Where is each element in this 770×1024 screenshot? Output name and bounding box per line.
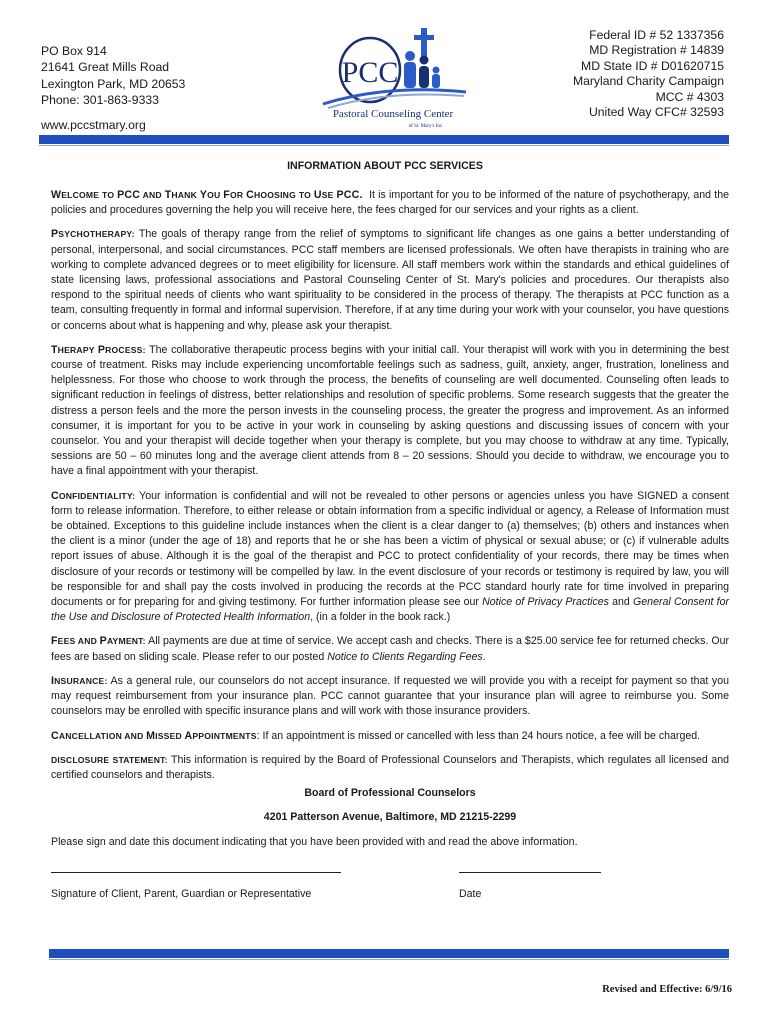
signature-label: Signature of Client, Parent, Guardian or Representative bbox=[51, 888, 312, 900]
section-heading: WELCOME TO PCC AND THANK YOU FOR CHOOSING TO USE PCC. bbox=[51, 189, 363, 201]
pcc-logo-graphic bbox=[318, 26, 468, 130]
section-heading: PSYCHOTHERAPY: bbox=[51, 228, 135, 241]
document-title: INFORMATION ABOUT PCC SERVICES bbox=[287, 160, 483, 172]
section-text: The goals of therapy range from the relief of symptoms to significant life changes as one gains a better understanding of personal, interpersonal, and social circumstances. PCC staff members are licensed professionals. We often have therapists in training who are working to complete advanced degrees or to meet eligibility for licensure. All staff members work within the standards and ethical guidelines of state licensing laws, professional associations and Pastoral Counseling Center of St. Mary's policies and procedures. Our therapists also respond to the spiritual needs of clients who want spirituality to be considered in the process of therapy. The therapists at PCC function as a team, consulting frequently in formal and informal supervision. Therefore, if at any time during your work with your counselor, you have questions or concerns about what is happening and why, please ask your therapist. bbox=[51, 228, 729, 332]
section-text: As a general rule, our counselors do not accept insurance. If requested we will provide you with a receipt for payment so that you may request reimbursement from your insurance plan. PCC cannot guarantee that your insurance plan will agree to reimburse you. Some counselors may be enrolled with specific insurance plans and will work with those insurance providers. bbox=[51, 674, 730, 718]
signature-line[interactable] bbox=[51, 872, 341, 873]
divider-thin bbox=[39, 145, 729, 146]
md-state-id: MD State ID # D01620715 bbox=[581, 58, 724, 73]
date-label: Date bbox=[459, 888, 482, 900]
privacy-notice-reference: Notice of Privacy Practices bbox=[482, 596, 609, 609]
section-confidentiality bbox=[51, 489, 729, 626]
section-text: Your information is confidential and will not be revealed to other persons or agencies unless you have SIGNED a consent form to release information. Therefore, to either release or obtain information from a specific individual or agency, a Release of Information must be obtained. Exceptions to this guideline include instances when the client is a clear danger to (a) themselves; (b) others and instances when the client is a minor (under the age of 18) and reports that he or she has been a victim of physical or sexual abuse; or (c) if vulnerable adults report issues of abuse. Although it is the goal of the therapist and PCC to protect confidentiality of your records, there may be times when disclosure of your records or testimony will be compelled by law. In the event disclosure of your records or testimony is required by law, you will be responsible for and shall pay the costs involved in producing the records at the PCC standard hourly rate for time involved in preparing documents or for preparing for and giving testimony. For further information please see our bbox=[51, 489, 729, 609]
footer-divider bbox=[49, 949, 729, 961]
divider-thin bbox=[49, 959, 729, 960]
section-heading: DISCLOSURE STATEMENT: bbox=[51, 754, 168, 765]
section-insurance bbox=[51, 674, 729, 720]
section-heading: CONFIDENTIALITY: bbox=[51, 489, 136, 502]
logo-name: Pastoral Counseling Center bbox=[332, 108, 454, 120]
figure-body bbox=[404, 62, 416, 88]
logo-subname: of St. Mary's Inc. bbox=[408, 124, 444, 129]
address-line: PO Box 914 bbox=[41, 44, 107, 58]
address-line: 21641 Great Mills Road bbox=[41, 60, 170, 75]
logo-initials: PCC bbox=[341, 56, 399, 89]
website-link[interactable]: www.pccstmary.org bbox=[41, 117, 146, 132]
federal-id: Federal ID # 52 1337356 bbox=[589, 28, 724, 42]
mcc-number: MCC # 4303 bbox=[655, 89, 724, 104]
section-text: It is important for you to be informed of the nature of psychotherapy, and the policies and procedures governing the help you will receive here, the fees charged for our services and your rights as a client. bbox=[51, 189, 730, 217]
section-disclosure bbox=[51, 753, 729, 783]
figure-body bbox=[419, 66, 429, 88]
section-text: The collaborative therapeutic process begins with your initial call. Your therapist will work with you in determining the best course of treatment. Risks may include experiencing uncomfortable feelings such as sadness, guilt, anxiety, anger, frustration, loneliness and helplessness. For those who choose to work through the process, the benefits of counseling are well documented. Counseling often leads to significant reduction in feelings of distress, better relationships and resolution of specific problems. Some research suggests that the greater the distress a person feels and the more the person invests in the counseling process, the greater the progress and improvement. As an informed consumer, it is important for you to be active in your work in counseling by asking questions and discussing issues of concern with your counselor. You and your therapist will decide together when your therapy is complete, but you may choose to withdraw at any time. Typically, sessions are 50 – 60 minutes long and the average client attends from 8 – 20 sessions. Should you decide to withdraw, we encourage you to have a final appointment with your therapist. bbox=[51, 343, 729, 478]
section-therapy-process bbox=[51, 343, 729, 480]
organization-address bbox=[41, 43, 185, 133]
cross-horizontal bbox=[414, 35, 434, 40]
pcc-logo bbox=[318, 26, 468, 130]
section-heading: CANCELLATION AND MISSED APPOINTMENTS bbox=[51, 729, 257, 742]
section-heading: THERAPY PROCESS: bbox=[51, 343, 146, 356]
section-text: , (in a folder in the book rack.) bbox=[310, 611, 451, 624]
md-registration: MD Registration # 14839 bbox=[589, 43, 724, 58]
section-text: . bbox=[482, 650, 486, 663]
section-welcome bbox=[51, 188, 729, 218]
section-text: This information is required by the Board of Professional Counselors and Therapists, which regulates all licensed and certified counselors and therapists. bbox=[51, 753, 729, 781]
consent-reference: General Consent for the Use and Disclosure of Protected Health Information bbox=[51, 596, 729, 624]
revision-date: Revised and Effective: 6/9/16 bbox=[602, 984, 732, 995]
section-heading: INSURANCE: bbox=[51, 674, 108, 687]
phone-number: Phone: 301-863-9333 bbox=[41, 93, 159, 108]
section-fees bbox=[51, 634, 729, 664]
cross-vertical bbox=[421, 28, 427, 58]
sign-instruction: Please sign and date this document indicating that you have been provided with and read the above information. bbox=[51, 835, 578, 848]
figure-body bbox=[432, 74, 440, 88]
date-line[interactable] bbox=[459, 872, 601, 873]
figure-head bbox=[433, 67, 440, 74]
document-body bbox=[51, 188, 729, 859]
figure-head bbox=[405, 51, 415, 61]
board-name: Board of Professional Counselors bbox=[304, 787, 476, 800]
divider-thick bbox=[49, 949, 729, 958]
board-address: 4201 Patterson Avenue, Baltimore, MD 21215-2299 bbox=[263, 811, 517, 824]
section-text: and bbox=[608, 596, 634, 609]
section-psychotherapy bbox=[51, 227, 729, 333]
divider-thick bbox=[39, 135, 729, 144]
section-text: All payments are due at time of service. We accept cash and checks. There is a $25.00 service fee for returned checks. Our fees are based on sliding scale. Please refer to our posted bbox=[51, 635, 729, 663]
header-divider bbox=[39, 135, 729, 147]
section-text: : If an appointment is missed or cancelled with less than 24 hours notice, a fee will be charged. bbox=[256, 729, 701, 742]
logo-swoosh bbox=[323, 90, 466, 104]
figure-head bbox=[420, 56, 429, 65]
united-way-cfc: United Way CFC# 32593 bbox=[588, 105, 724, 120]
section-cancellation bbox=[51, 729, 729, 744]
registration-ids bbox=[573, 28, 724, 120]
charity-campaign: Maryland Charity Campaign bbox=[572, 74, 724, 89]
address-line: Lexington Park, MD 20653 bbox=[41, 76, 186, 91]
fees-notice-reference: Notice to Clients Regarding Fees bbox=[327, 650, 483, 663]
section-heading: FEES AND PAYMENT: bbox=[51, 635, 146, 648]
